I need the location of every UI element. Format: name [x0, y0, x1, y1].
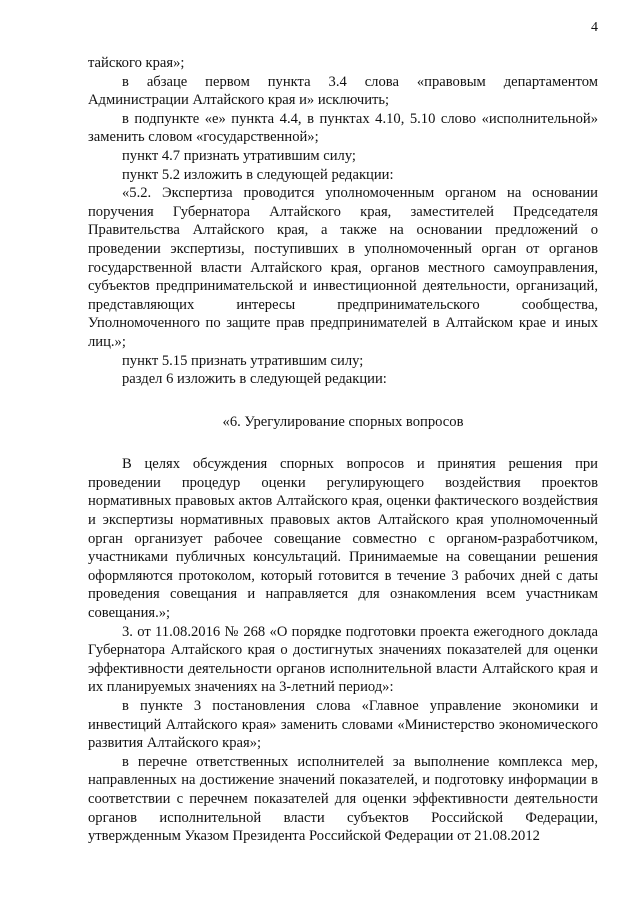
paragraph: пункт 5.2 изложить в следующей редакции: [122, 166, 394, 183]
paragraph: в абзаце первом пункта 3.4 слова «правовым департаментом Администрации Алтайского края и» исключить; [88, 73, 598, 109]
paragraph: 3. от 11.08.2016 № 268 «О порядке подготовки проекта ежегодного доклада Губернатора Алтайского края о достигнутых значениях показателей для оценки эффективности деятельности органов исполнительной власти Алтайского края и их планируемых значениях на 3-летний период»: [88, 623, 598, 696]
paragraph: в пункте 3 постановления слова «Главное управление экономики и инвестиций Алтайского края» заменить словами «Министерство экономического развития Алтайского края»; [88, 698, 598, 752]
paragraph: пункт 5.15 признать утратившим силу; [122, 352, 364, 369]
paragraph: «5.2. Экспертиза проводится уполномоченным органом на основании поручения Губернатора Алтайского края, заместителей Председателя Правительства Алтайского края, а также на основании предложений о проведении экспертизы, поступивших в уполномоченный орган от органов государственной власти Алтайского края, органов местного самоуправления, субъектов предпринимательской и инвестиционной деятельности, организаций, представляющих интересы предпринимательского сообщества, Уполномоченного по защите прав предпринимателей в Алтайском крае и иных лиц.»; [88, 185, 598, 350]
paragraph: в перечне ответственных исполнителей за выполнение комплекса мер, направленных на достижение значений показателей, и подготовку информации в соответствии с перечнем показателей для оценки эффективности деятельности органов исполнительной власти субъектов Российской Федерации, утвержденным Указом Президента Российской Федерации от 21.08.2012 [88, 753, 598, 845]
paragraph: в подпункте «е» пункта 4.4, в пунктах 4.10, 5.10 слово «исполнительной» заменить словом «государственной»; [88, 110, 598, 146]
page-number: 4 [591, 20, 598, 35]
paragraph: тайского края»; [88, 55, 185, 71]
paragraph: пункт 4.7 признать утратившим силу; [122, 147, 356, 164]
paragraph: В целях обсуждения спорных вопросов и принятия решения при проведении процедур оценки регулирующего воздействия проектов нормативных правовых актов Алтайского края, оценки фактического воздействия и экспертизы нормативных правовых актов Алтайского края уполномоченный орган организует рабочее совещание совместно с органом-разработчиком, участниками публичных консультаций. Принимаемые на совещании решения оформляются протоколом, который готовится в течение 3 рабочих дней с даты проведения совещания и направляется для ознакомления всем участникам совещания.»; [88, 456, 598, 622]
document-body [88, 54, 598, 846]
paragraph: раздел 6 изложить в следующей редакции: [122, 371, 387, 388]
section-heading: «6. Урегулирование спорных вопросов [222, 413, 464, 430]
